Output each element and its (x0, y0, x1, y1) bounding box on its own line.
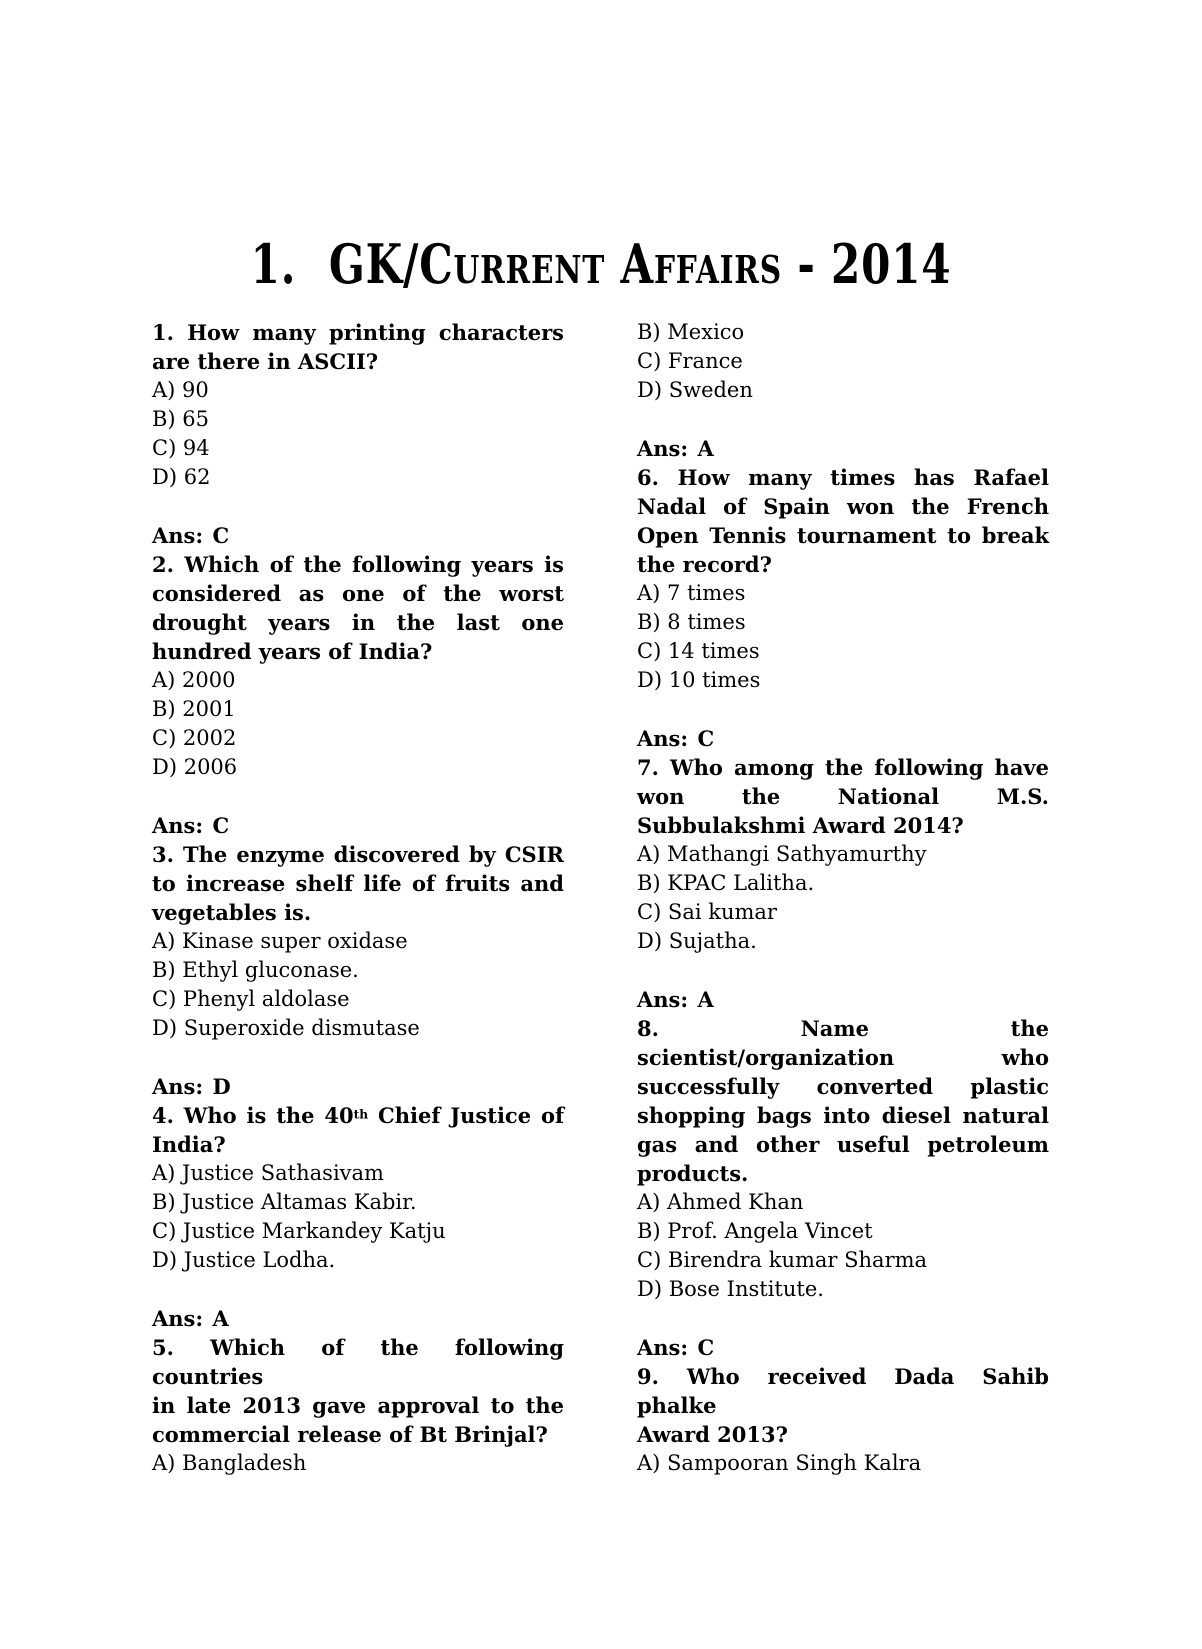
option: D) 62 (152, 465, 211, 489)
option: C) 2002 (152, 726, 237, 750)
option: A) Mathangi Sathyamurthy (637, 842, 927, 866)
qa-block (637, 1333, 1049, 1478)
question-line: shopping bags into diesel natural (637, 1103, 1049, 1128)
question-line: 7. Who among the following have (637, 755, 1049, 780)
option: A) Kinase super oxidase (152, 929, 408, 953)
answer-label: Ans: A (637, 987, 714, 1012)
answer-label: Ans: C (152, 523, 230, 548)
qa-block (637, 318, 1049, 405)
question-text (152, 550, 564, 666)
option: B) Prof. Angela Vincet (637, 1219, 873, 1243)
qa-block (637, 985, 1049, 1304)
option: C) 94 (152, 436, 210, 460)
option: B) Mexico (637, 320, 745, 344)
question-text (152, 318, 564, 376)
question-text (152, 1101, 564, 1159)
question-columns (152, 318, 1049, 1478)
question-line: considered as one of the worst (152, 581, 564, 606)
section-number: 1. (250, 232, 297, 296)
qa-block (152, 318, 564, 492)
qa-block (152, 521, 564, 782)
option: C) Birendra kumar Sharma (637, 1248, 928, 1272)
option: A) Sampooran Singh Kalra (637, 1451, 922, 1475)
question-text (637, 463, 1049, 579)
question-text (637, 1362, 1049, 1449)
answer-label: Ans: C (152, 813, 230, 838)
qa-block (152, 811, 564, 1043)
option: B) 8 times (637, 610, 746, 634)
qa-block (637, 434, 1049, 695)
question-line: won the National M.S. (637, 784, 1049, 809)
option: A) 2000 (152, 668, 236, 692)
option: C) France (637, 349, 743, 373)
question-line: India? (152, 1132, 226, 1157)
option: C) 14 times (637, 639, 760, 663)
option: B) KPAC Lalitha. (637, 871, 815, 895)
question-line: 1. How many printing characters (152, 320, 564, 345)
question-text (637, 753, 1049, 840)
option: C) Sai kumar (637, 900, 777, 924)
question-line: gas and other useful petroleum (637, 1132, 1049, 1157)
question-line: Award 2013? (637, 1422, 788, 1447)
option: A) 7 times (637, 581, 746, 605)
option: A) 90 (152, 378, 209, 402)
question-line: the record? (637, 552, 772, 577)
option: B) 65 (152, 407, 210, 431)
question-line: 2. Which of the following years is (152, 552, 564, 577)
question-line: 6. How many times has Rafael (637, 465, 1049, 490)
option: D) Justice Lodha. (152, 1248, 336, 1272)
option: A) Justice Sathasivam (152, 1161, 384, 1185)
answer-label: Ans: A (637, 436, 714, 461)
option: C) Justice Markandey Katju (152, 1219, 446, 1243)
question-line: hundred years of India? (152, 639, 433, 664)
question-line: commercial release of Bt Brinjal? (152, 1422, 548, 1447)
question-line: successfully converted plastic (637, 1074, 1049, 1099)
answer-label: Ans: A (152, 1306, 229, 1331)
option: C) Phenyl aldolase (152, 987, 350, 1011)
question-text (152, 840, 564, 927)
option: A) Bangladesh (152, 1451, 307, 1475)
question-line: 3. The enzyme discovered by CSIR (152, 842, 564, 867)
section-heading (132, 232, 1070, 296)
answer-label: Ans: C (637, 1335, 715, 1360)
option: A) Ahmed Khan (637, 1190, 804, 1214)
option: D) 10 times (637, 668, 761, 692)
option: D) 2006 (152, 755, 238, 779)
section-title: GK/Current Affairs - 2014 (328, 232, 952, 296)
option: D) Superoxide dismutase (152, 1016, 420, 1040)
left-column (152, 318, 564, 1478)
question-line: vegetables is. (152, 900, 312, 925)
question-line: Subbulakshmi Award 2014? (637, 813, 964, 838)
question-line: 5. Which of the following countries (152, 1335, 564, 1389)
question-line: products. (637, 1161, 749, 1186)
question-line: to increase shelf life of fruits and (152, 871, 564, 896)
question-text (152, 1333, 564, 1449)
question-line: in late 2013 gave approval to the (152, 1393, 564, 1418)
option: D) Bose Institute. (637, 1277, 824, 1301)
option: B) Ethyl gluconase. (152, 958, 359, 982)
option: B) Justice Altamas Kabir. (152, 1190, 417, 1214)
answer-label: Ans: D (152, 1074, 231, 1099)
right-column (637, 318, 1049, 1478)
question-line: Nadal of Spain won the French (637, 494, 1049, 519)
question-line: 4. Who is the 40th Chief Justice of (152, 1103, 564, 1128)
option: D) Sweden (637, 378, 753, 402)
question-line: are there in ASCII? (152, 349, 379, 374)
question-line: scientist/organization who (637, 1045, 1049, 1070)
qa-block (637, 724, 1049, 956)
option: D) Sujatha. (637, 929, 757, 953)
question-line: drought years in the last one (152, 610, 564, 635)
question-line: 8. Name the (637, 1016, 1049, 1041)
option: B) 2001 (152, 697, 236, 721)
answer-label: Ans: C (637, 726, 715, 751)
question-line: Open Tennis tournament to break (637, 523, 1049, 548)
question-text (637, 1014, 1049, 1188)
question-line: 9. Who received Dada Sahib phalke (637, 1364, 1049, 1418)
qa-block (152, 1072, 564, 1275)
qa-block (152, 1304, 564, 1478)
